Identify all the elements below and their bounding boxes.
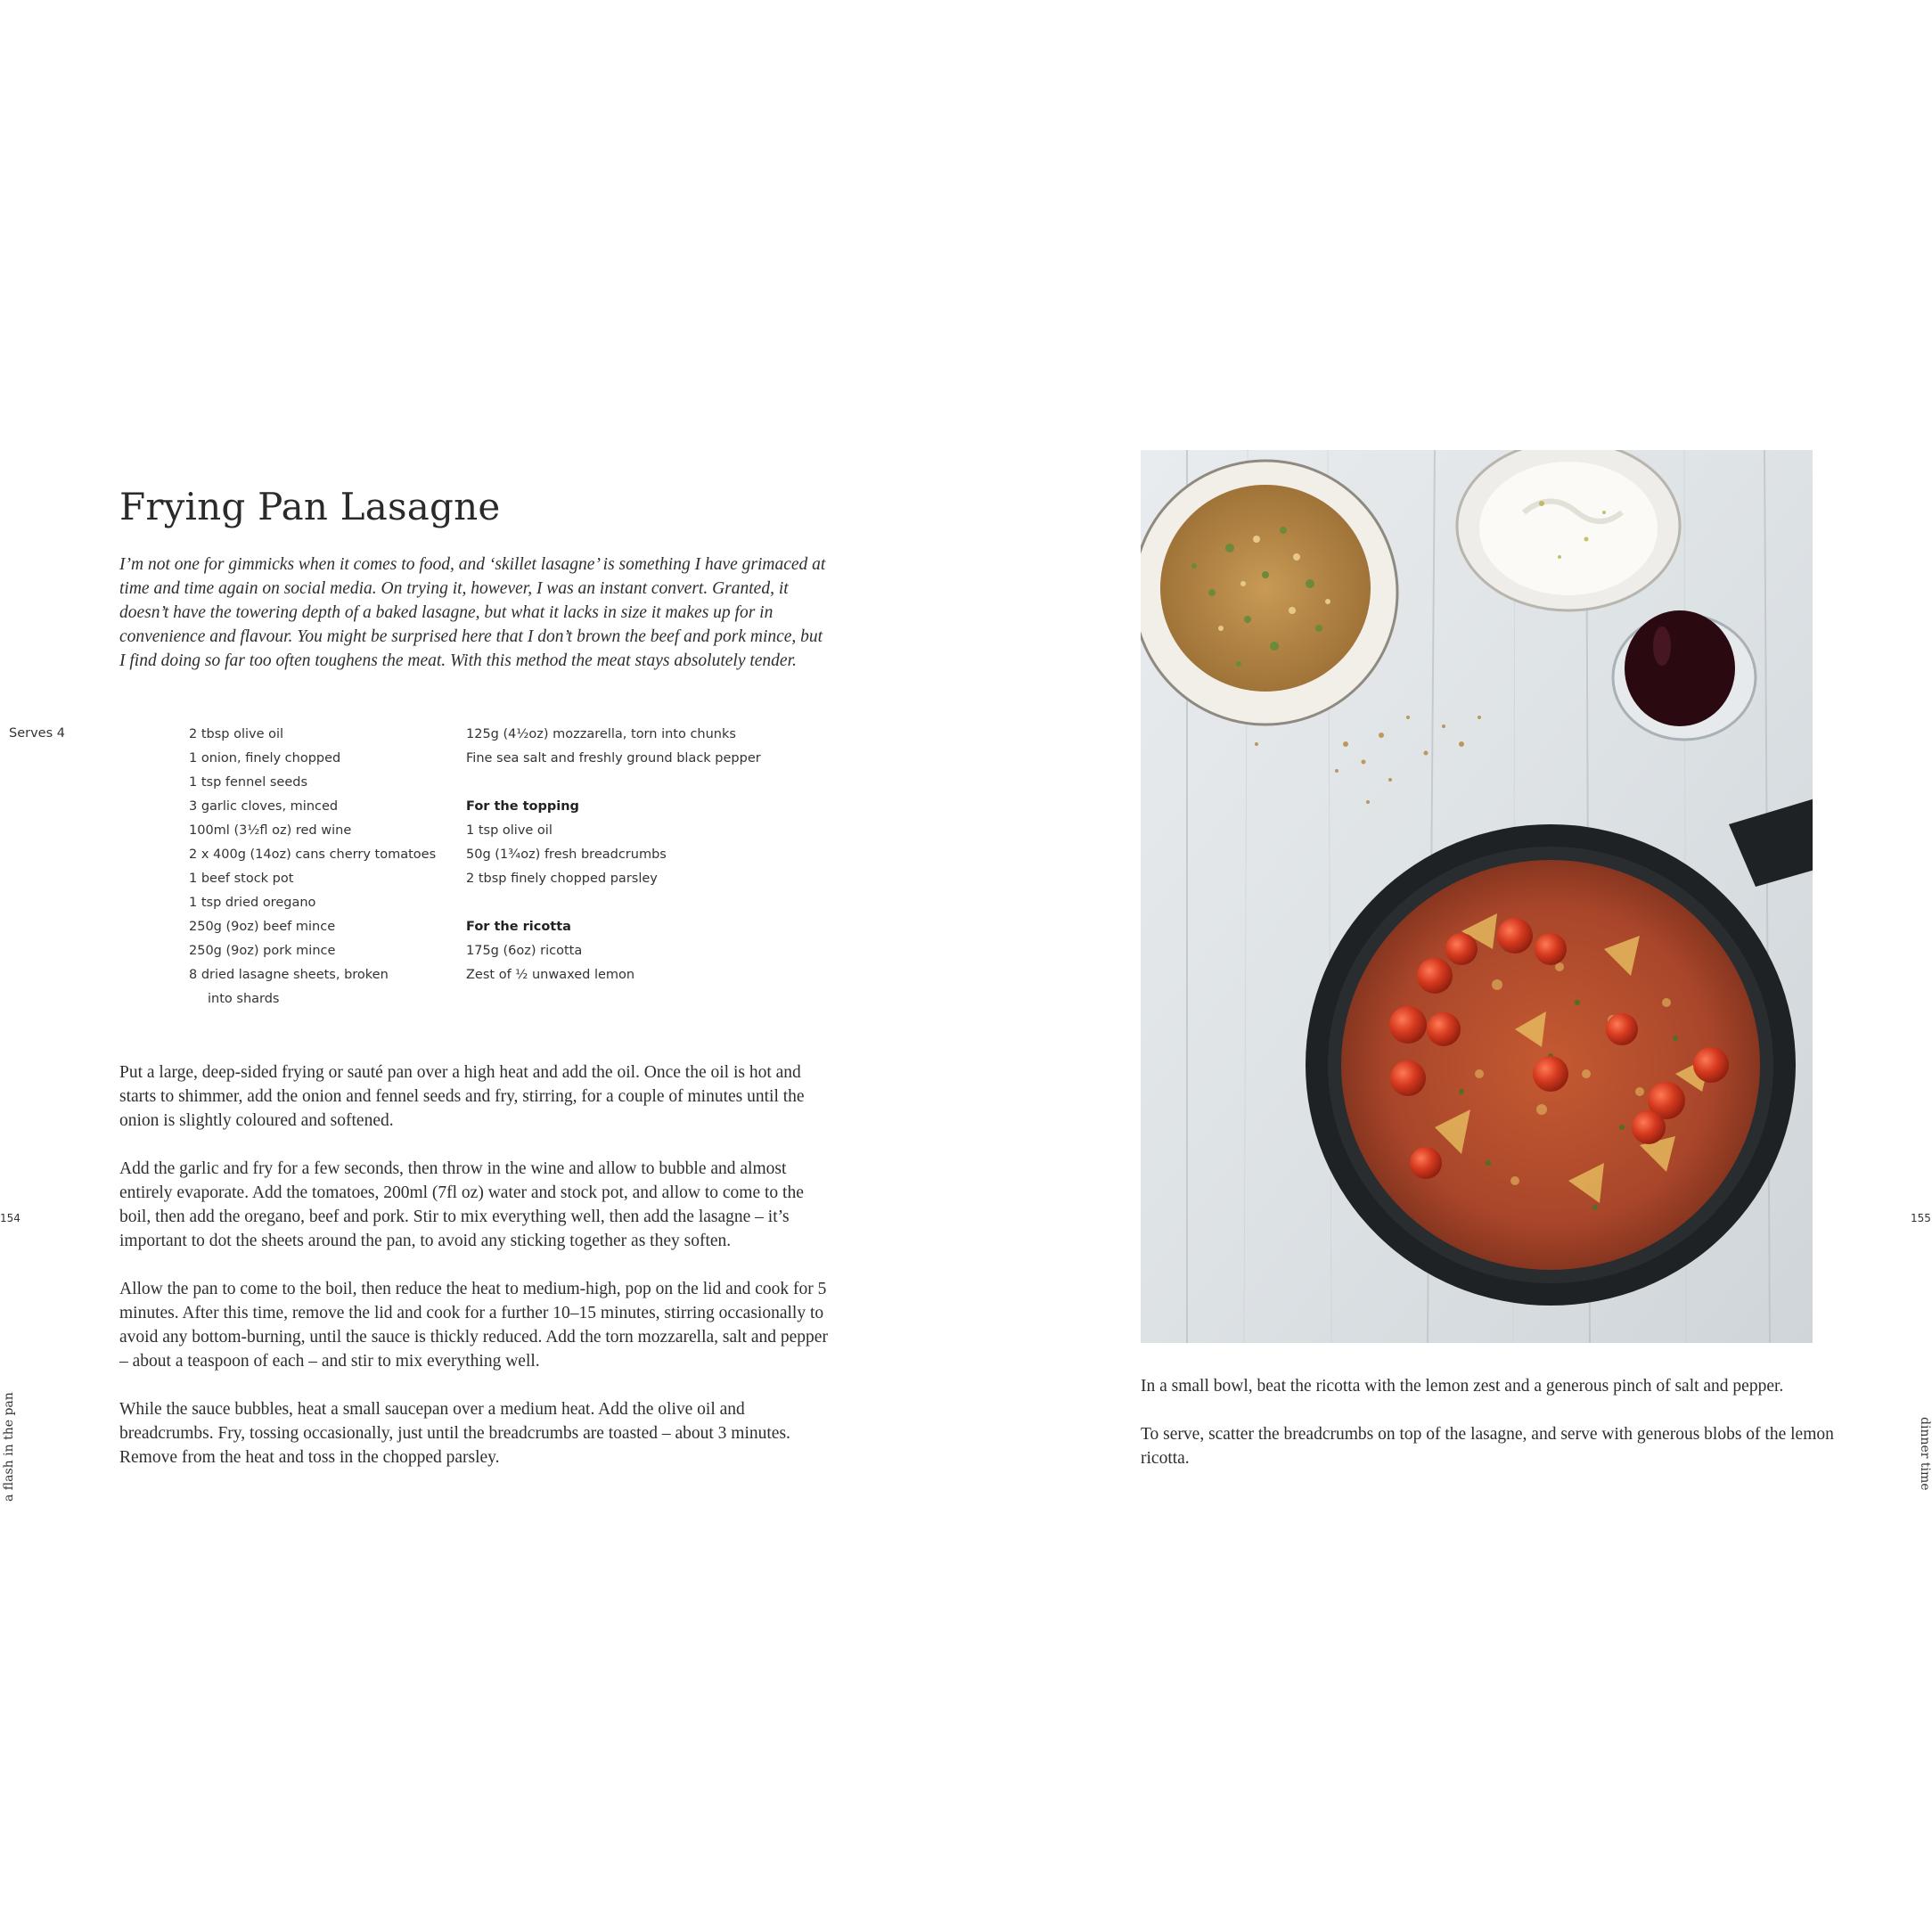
method-step: Allow the pan to come to the boil, then reduce the heat to medium-high, pop on the lid and cook for 5 minutes. After this time, remove the lid and cook for a further 10–15 minutes, stirring occasionally to avoid any bottom-burning, until the sauce is thickly reduced. Add the torn mozzarella, salt and pepper – about a teaspoon of each – and stir to mix everything well. <box>119 1280 828 1371</box>
ingredients-column-2 <box>466 723 787 987</box>
skillet-lasagne-photo <box>1141 450 1813 1343</box>
recipe-photo <box>1141 450 1813 1343</box>
method-step: In a small bowl, beat the ricotta with the lemon zest and a generous pinch of salt and pepper. <box>1141 1377 1784 1396</box>
method-step: Add the garlic and fry for a few seconds, then throw in the wine and allow to bubble and almost entirely evaporate. Add the tomatoes, 200ml (7fl oz) water and stock pot, and allow to come to the boil, then add the oregano, beef and pork. Stir to mix everything well, then add the lasagne – it’s important to dot the sheets around the pan, to avoid any sticking together as they soften. <box>119 1159 804 1250</box>
ingredients-column-1 <box>189 723 456 1011</box>
ingredient: 8 dried lasagne sheets, broken <box>189 968 389 982</box>
ingredient: Fine sea salt and freshly ground black pepper <box>466 751 761 765</box>
ingredient: 1 tsp olive oil <box>466 823 553 838</box>
ingredient: 125g (4½oz) mozzarella, torn into chunks <box>466 727 736 741</box>
serves-label: Serves 4 <box>9 726 65 741</box>
ingredient-continuation: into shards <box>208 992 280 1006</box>
spacer <box>466 891 787 915</box>
ingredient: Zest of ½ unwaxed lemon <box>466 968 635 982</box>
ingredient: 3 garlic cloves, minced <box>189 799 339 814</box>
running-head-left <box>0 1386 20 1502</box>
ricotta-bowl <box>1457 450 1680 610</box>
running-head-right <box>1914 1417 1932 1524</box>
ingredient: 250g (9oz) pork mince <box>189 944 336 958</box>
page-number-left: 154 <box>0 1212 20 1224</box>
ingredient: 2 tbsp finely chopped parsley <box>466 872 658 886</box>
method-step: To serve, scatter the breadcrumbs on top of the lasagne, and serve with generous blobs of the lemon ricotta. <box>1141 1425 1834 1468</box>
method <box>119 1060 832 1494</box>
ingredient: 1 tsp dried oregano <box>189 896 316 910</box>
breadcrumb-plate <box>1141 461 1397 724</box>
topping-heading: For the topping <box>466 799 579 814</box>
ricotta-heading: For the ricotta <box>466 920 571 934</box>
ingredient: 1 beef stock pot <box>189 872 294 886</box>
right-page <box>966 0 1932 1932</box>
running-head-left-text: a flash in the pan <box>2 1392 16 1502</box>
method-continued <box>1141 1374 1836 1494</box>
method-step: While the sauce bubbles, heat a small saucepan over a medium heat. Add the olive oil and breadcrumbs. Fry, tossing occasionally, just until the breadcrumbs are toasted – about 3 minutes. Remove from the heat and toss in the chopped parsley. <box>119 1400 790 1467</box>
spacer <box>466 771 787 795</box>
ingredient: 100ml (3½fl oz) red wine <box>189 823 352 838</box>
ingredient: 175g (6oz) ricotta <box>466 944 583 958</box>
ingredient: 1 tsp fennel seeds <box>189 775 308 790</box>
ingredient: 2 x 400g (14oz) cans cherry tomatoes <box>189 847 437 862</box>
ingredient: 250g (9oz) beef mince <box>189 920 336 934</box>
method-step: Put a large, deep-sided frying or sauté pan over a high heat and add the oil. Once the oil is hot and starts to shimmer, add the onion and fennel seeds and fry, stirring, for a couple of minutes until the onion is slightly coloured and softened. <box>119 1063 805 1130</box>
ingredient: 1 onion, finely chopped <box>189 751 341 765</box>
ingredient: 2 tbsp olive oil <box>189 727 284 741</box>
page-number-right: 155 <box>1911 1212 1931 1224</box>
recipe-title: Frying Pan Lasagne <box>119 485 501 528</box>
recipe-intro: I’m not one for gimmicks when it comes to food, and ‘skillet lasagne’ is something I have grimaced at time and time again on social media. On trying it, however, I was an instant convert. Granted, it doesn’t have the towering depth of a baked lasagne, but what it lacks in size it makes up for in convenience and flavour. You might be surprised here that I don’t brown the beef and pork mince, but I find doing so far too often toughens the meat. With this method the meat stays absolutely tender. <box>119 555 826 670</box>
running-head-right-text: dinner time <box>1918 1417 1932 1491</box>
ingredient: 50g (1¾oz) fresh breadcrumbs <box>466 847 667 862</box>
